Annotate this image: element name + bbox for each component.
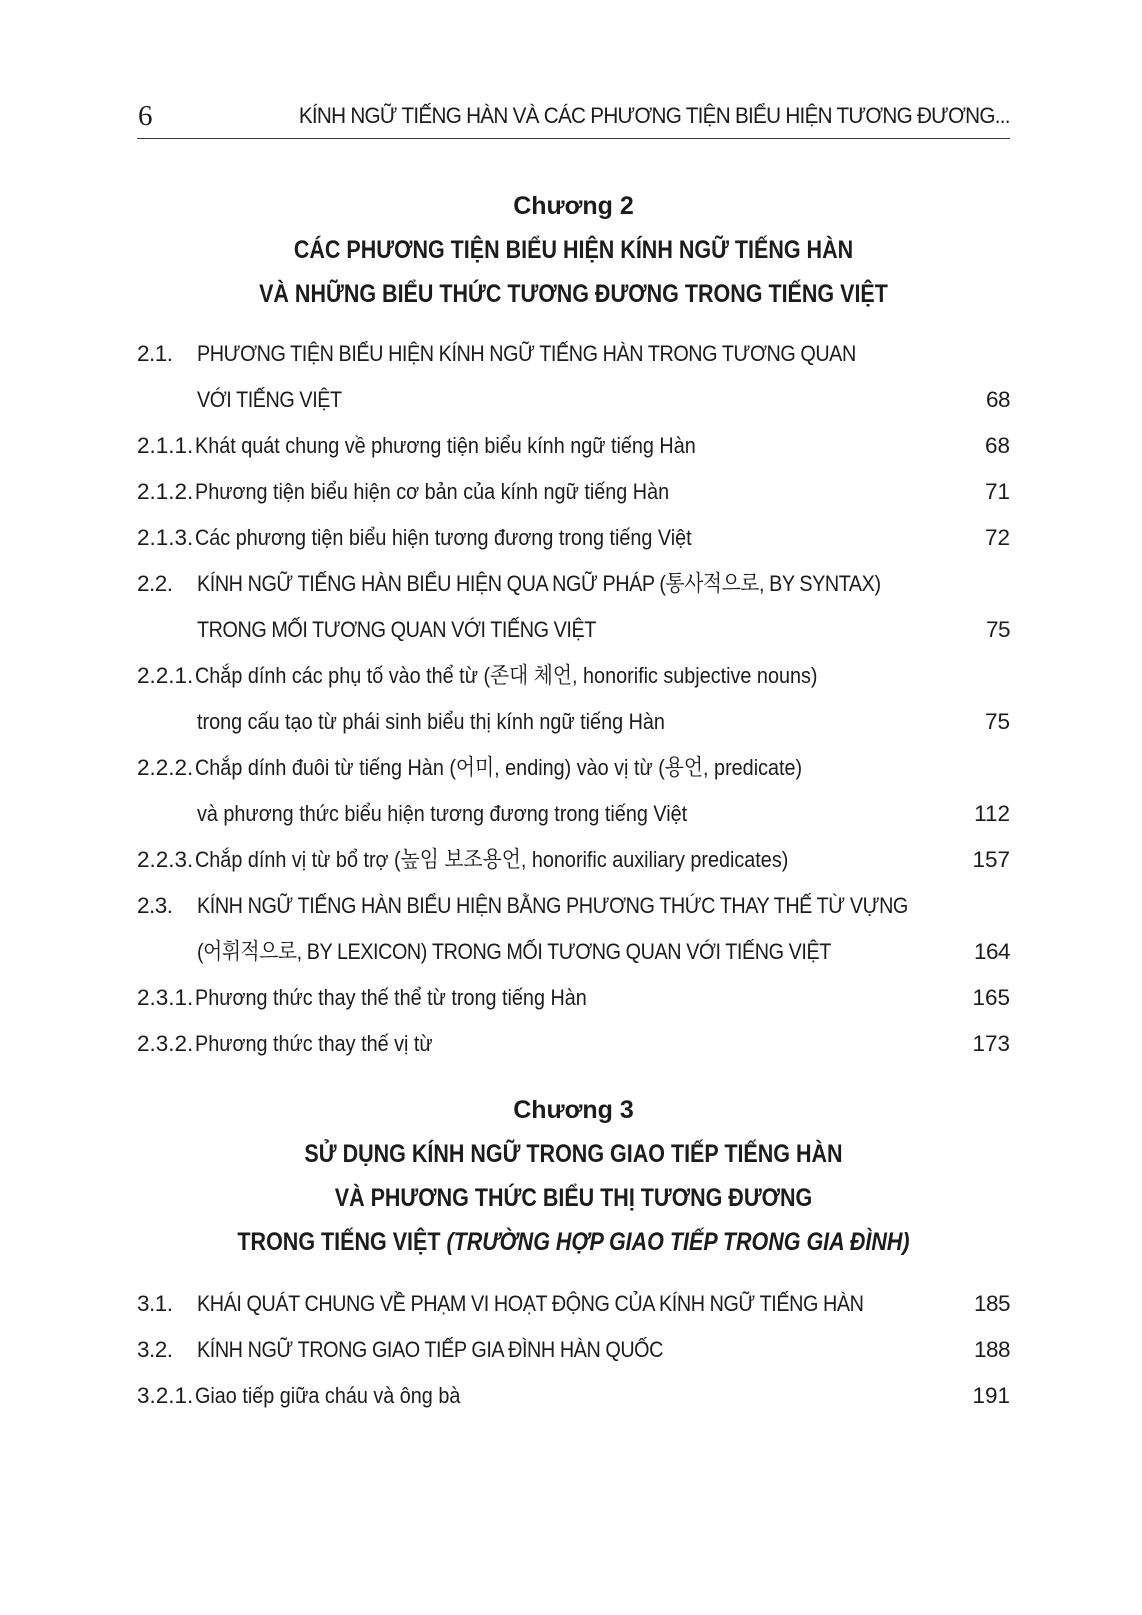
toc-number: 2.1.1. [137, 433, 194, 458]
toc-row[interactable] [137, 331, 1010, 377]
toc-page: 68 [984, 433, 1010, 458]
toc-row[interactable] [137, 377, 1010, 423]
toc-number: 3.1. [137, 1291, 173, 1316]
toc-number: 3.2. [137, 1337, 173, 1362]
chapter-3-heading [137, 1088, 1010, 1264]
toc-row[interactable] [137, 515, 1010, 561]
toc-number: 2.2.2. [137, 755, 194, 780]
toc-number: 3.2.1. [137, 1383, 194, 1408]
toc-row[interactable] [137, 607, 1010, 653]
chapter-title-main: TRONG TIẾNG VIỆT [237, 1228, 441, 1256]
chapter-2-toc [137, 331, 1010, 1067]
toc-page: 72 [984, 525, 1010, 550]
toc-page: 173 [972, 1031, 1010, 1056]
toc-number: 2.2. [137, 571, 173, 596]
toc-number: 2.1.3. [137, 525, 194, 550]
toc-row[interactable] [137, 1281, 1010, 1327]
chapter-label: Chương 3 [513, 1096, 634, 1124]
toc-page: 165 [972, 985, 1010, 1010]
toc-title: Giao tiếp giữa cháu và ông bà [195, 1383, 461, 1408]
toc-row[interactable] [137, 883, 1010, 929]
chapter-title-line [198, 1220, 949, 1264]
chapter-label: Chương 2 [513, 192, 634, 220]
chapter-title-line: VÀ PHƯƠNG THỨC BIỂU THỊ TƯƠNG ĐƯƠNG [334, 1184, 813, 1212]
toc-number: 2.1. [137, 341, 173, 366]
page-header [137, 92, 1010, 139]
toc-title: VỚI TIẾNG VIỆT [197, 387, 342, 412]
toc-page: 188 [973, 1337, 1010, 1362]
toc-page: 191 [972, 1383, 1010, 1408]
toc-title: KÍNH NGỮ TRONG GIAO TIẾP GIA ĐÌNH HÀN QUỐC [197, 1337, 664, 1362]
toc-row[interactable] [137, 699, 1010, 745]
toc-title: và phương thức biểu hiện tương đương trong tiếng Việt [197, 801, 688, 826]
toc-row[interactable] [137, 1373, 1010, 1419]
page-number: 6 [138, 100, 153, 132]
toc-title: Chắp dính các phụ tố vào thể từ (존대 체언, honorific subjective nouns) [195, 663, 818, 688]
toc-title: Phương thức thay thế thể từ trong tiếng Hàn [195, 985, 587, 1010]
toc-number: 2.2.1. [137, 663, 194, 688]
toc-row[interactable] [137, 975, 1010, 1021]
toc-title: Chắp dính vị từ bổ trợ (높임 보조용언, honorific auxiliary predicates) [195, 847, 789, 872]
toc-page: 71 [984, 479, 1010, 504]
toc-title: TRONG MỐI TƯƠNG QUAN VỚI TIẾNG VIỆT [197, 617, 596, 642]
toc-title: PHƯƠNG TIỆN BIỂU HIỆN KÍNH NGỮ TIẾNG HÀN TRONG TƯƠNG QUAN [197, 341, 856, 366]
toc-title: Chắp dính đuôi từ tiếng Hàn (어미, ending) vào vị từ (용언, predicate) [195, 755, 803, 780]
toc-row[interactable] [137, 561, 1010, 607]
toc-page: 75 [985, 617, 1010, 642]
toc-number: 2.2.3. [137, 847, 194, 872]
toc-number: 2.3.2. [137, 1031, 194, 1056]
toc-row[interactable] [137, 423, 1010, 469]
toc-page: 112 [974, 801, 1010, 826]
toc-row[interactable] [137, 1021, 1010, 1067]
toc-title: KHÁI QUÁT CHUNG VỀ PHẠM VI HOẠT ĐỘNG CỦA KÍNH NGỮ TIẾNG HÀN [197, 1291, 864, 1316]
toc-title: trong cấu tạo từ phái sinh biểu thị kính ngữ tiếng Hàn [197, 709, 665, 734]
toc-title: Phương tiện biểu hiện cơ bản của kính ngữ tiếng Hàn [195, 479, 670, 504]
chapter-title-line: VÀ NHỮNG BIỂU THỨC TƯƠNG ĐƯƠNG TRONG TIẾNG VIỆT [259, 280, 888, 308]
chapter-3-toc [137, 1281, 1010, 1419]
toc-title: (어휘적으로, BY LEXICON) TRONG MỐI TƯƠNG QUAN VỚI TIẾNG VIỆT [197, 939, 831, 964]
toc-page: 164 [973, 939, 1010, 964]
running-title: KÍNH NGỮ TIẾNG HÀN VÀ CÁC PHƯƠNG TIỆN BIỂU HIỆN TƯƠNG ĐƯƠNG... [299, 103, 1010, 128]
chapter-title-line: SỬ DỤNG KÍNH NGỮ TRONG GIAO TIẾP TIẾNG HÀN [304, 1140, 843, 1168]
toc-title: Phương thức thay thế vị từ [195, 1031, 433, 1056]
toc-row[interactable] [137, 745, 1010, 791]
toc-number: 2.1.2. [137, 479, 194, 504]
toc-title: Các phương tiện biểu hiện tương đương trong tiếng Việt [195, 525, 692, 550]
toc-row[interactable] [137, 469, 1010, 515]
toc-page: 157 [972, 847, 1010, 872]
toc-number: 2.3. [137, 893, 173, 918]
toc-row[interactable] [137, 1327, 1010, 1373]
toc-page: 185 [973, 1291, 1010, 1316]
toc-row[interactable] [137, 791, 1010, 837]
chapter-title-line: CÁC PHƯƠNG TIỆN BIỂU HIỆN KÍNH NGỮ TIẾNG HÀN [293, 236, 854, 264]
toc-page: 75 [984, 709, 1010, 734]
toc-row[interactable] [137, 929, 1010, 975]
toc-row[interactable] [137, 653, 1010, 699]
toc-page: 68 [985, 387, 1010, 412]
chapter-2-heading [137, 184, 1010, 316]
toc-title: KÍNH NGỮ TIẾNG HÀN BIỂU HIỆN BẰNG PHƯƠNG THỨC THAY THẾ TỪ VỰNG [197, 893, 908, 918]
toc-title: Khát quát chung về phương tiện biểu kính ngữ tiếng Hàn [195, 433, 696, 458]
toc-row[interactable] [137, 837, 1010, 883]
toc-number: 2.3.1. [137, 985, 194, 1010]
chapter-title-subtitle: (TRƯỜNG HỢP GIAO TIẾP TRONG GIA ĐÌNH) [446, 1228, 910, 1256]
toc-title: KÍNH NGỮ TIẾNG HÀN BIỂU HIỆN QUA NGỮ PHÁP (통사적으로, BY SYNTAX) [197, 571, 881, 596]
